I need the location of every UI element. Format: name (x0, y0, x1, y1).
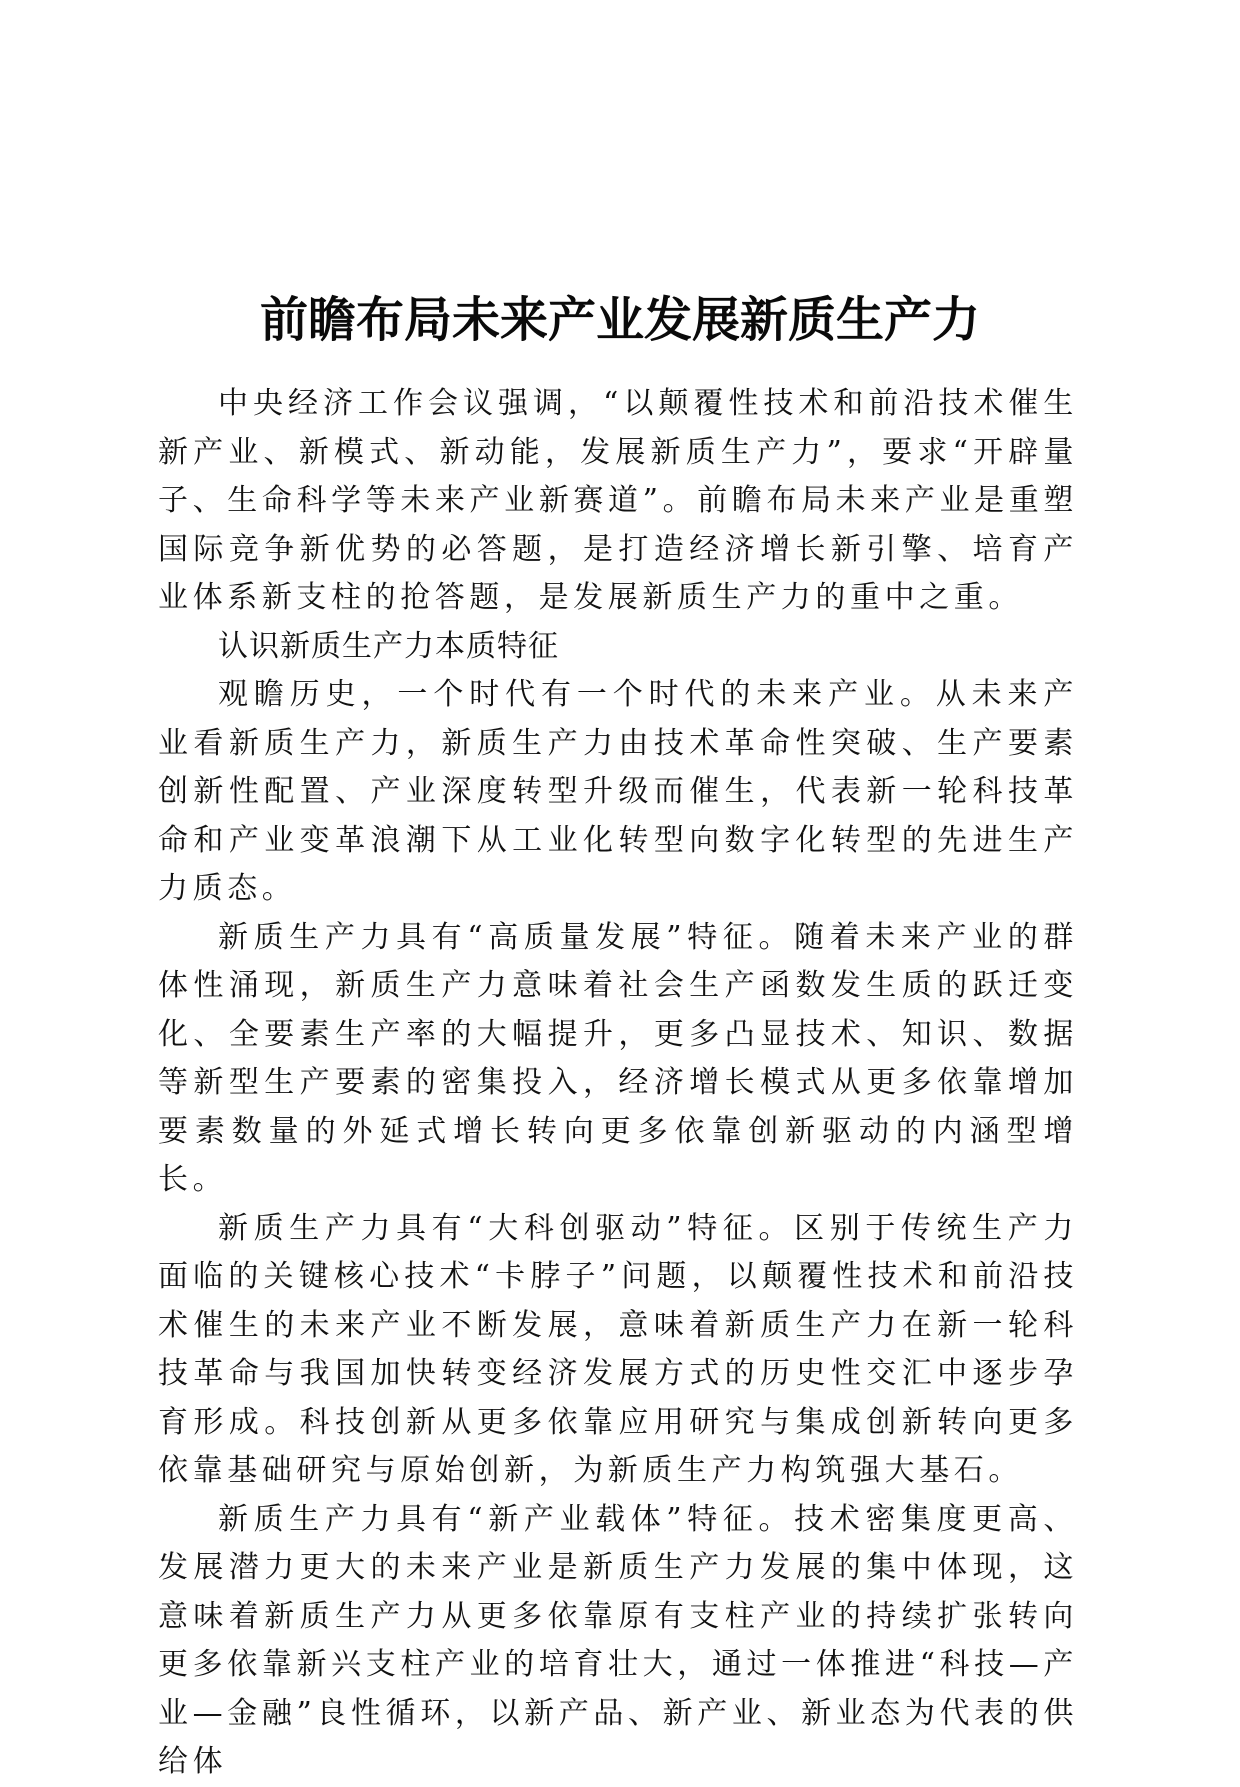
paragraph-high-quality: 新质生产力具有“高质量发展”特征。随着未来产业的群体性涌现，新质生产力意味着社会生产函数发生质的跃迁变化、全要素生产率的大幅提升，更多凸显技术、知识、数据等新型生产要素的密集投入，经济增长模式从更多依靠增加要素数量的外延式增长转向更多依靠创新驱动的内涵型增长。 (158, 919, 1078, 1197)
document-body (158, 380, 1078, 1787)
document-title: 前瞻布局未来产业发展新质生产力 (259, 292, 980, 349)
paragraph-history: 观瞻历史，一个时代有一个时代的未来产业。从未来产业看新质生产力，新质生产力由技术革命性突破、生产要素创新性配置、产业深度转型升级而催生，代表新一轮科技革命和产业变革浪潮下从工业化转型向数字化转型的先进生产力质态。 (158, 677, 1078, 906)
paragraph-intro: 中央经济工作会议强调，“以颠覆性技术和前沿技术催生新产业、新模式、新动能，发展新质生产力”，要求“开辟量子、生命科学等未来产业新赛道”。前瞻布局未来产业是重塑国际竞争新优势的必答题，是打造经济增长新引擎、培育产业体系新支柱的抢答题，是发展新质生产力的重中之重。 (158, 386, 1078, 615)
section-heading: 认识新质生产力本质特征 (218, 628, 559, 664)
paragraph-innovation: 新质生产力具有“大科创驱动”特征。区别于传统生产力面临的关键核心技术“卡脖子”问题，以颠覆性技术和前沿技术催生的未来产业不断发展，意味着新质生产力在新一轮科技革命与我国加快转变经济发展方式的历史性交汇中逐步孕育形成。科技创新从更多依靠应用研究与集成创新转向更多依靠基础研究与原始创新，为新质生产力构筑强大基石。 (158, 1210, 1078, 1488)
paragraph-industry-carrier: 新质生产力具有“新产业载体”特征。技术密集度更高、发展潜力更大的未来产业是新质生产力发展的集中体现，这意味着新质生产力从更多依靠原有支柱产业的持续扩张转向更多依靠新兴支柱产业的培育壮大，通过一体推进“科技—产业—金融”良性循环，以新产品、新产业、新业态为代表的供给体 (158, 1501, 1078, 1779)
